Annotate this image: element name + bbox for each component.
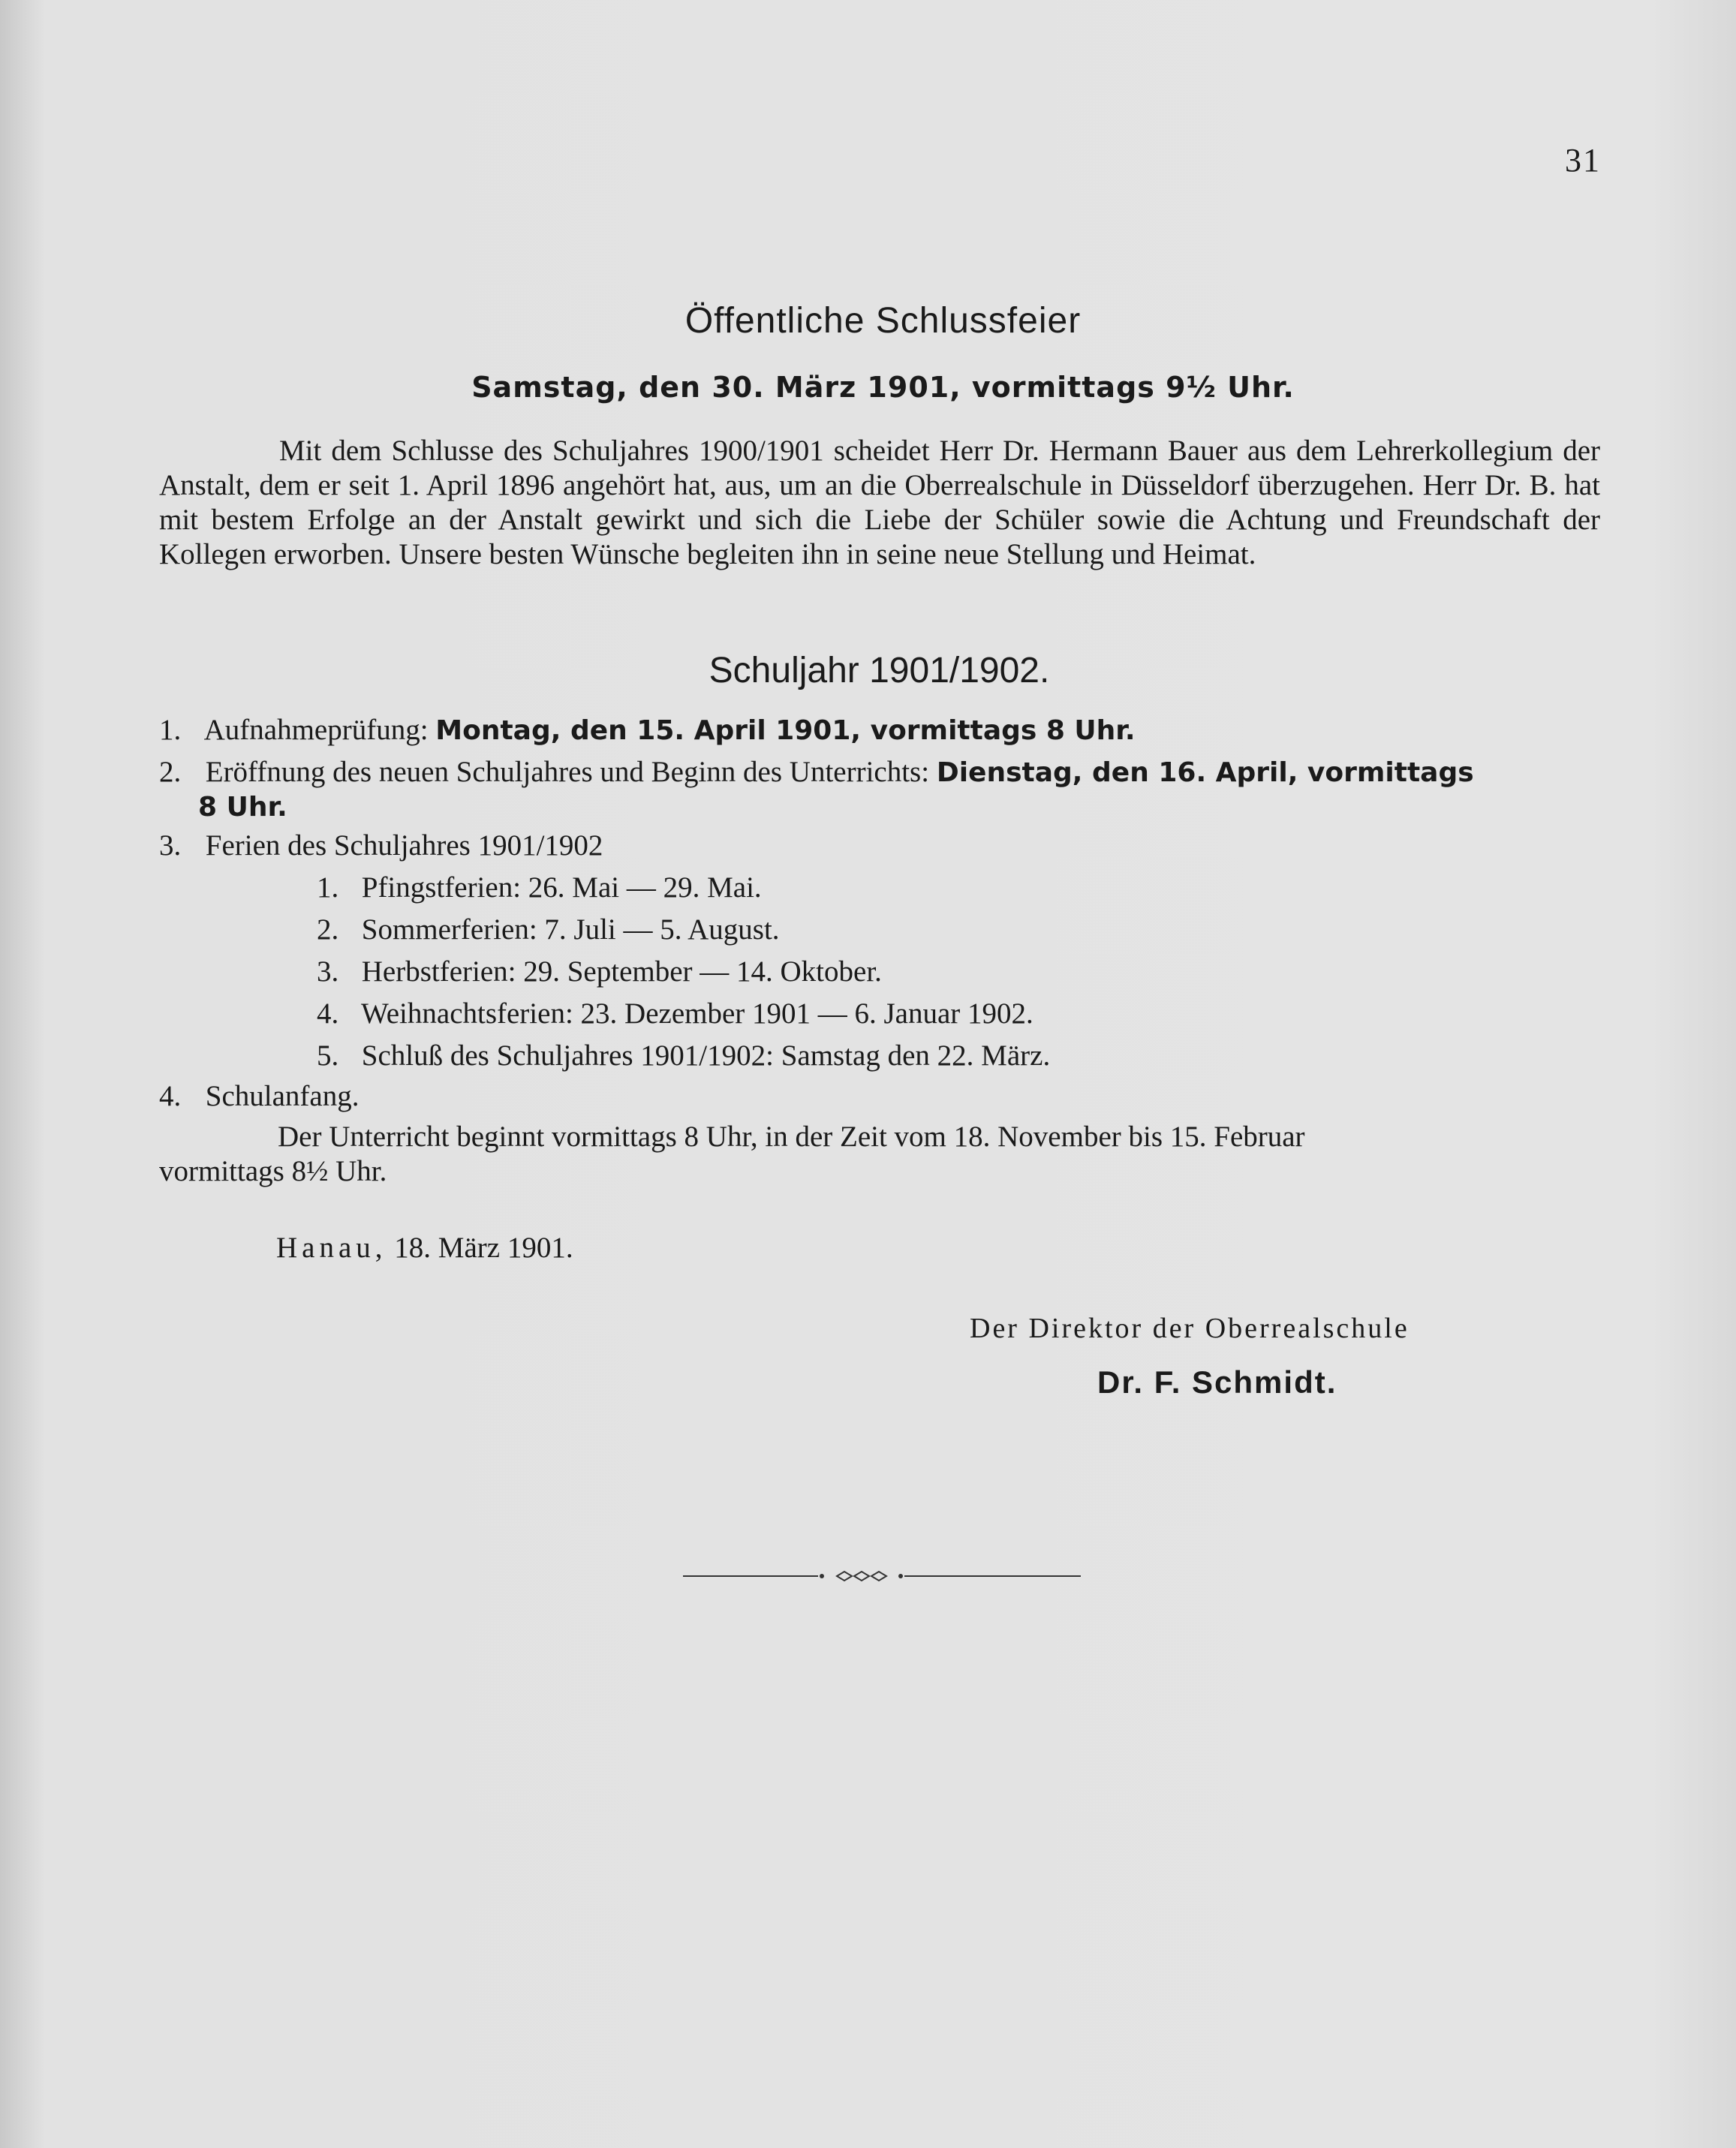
- page-title: Öffentliche Schlussfeier: [684, 301, 1082, 341]
- holiday-number: 3.: [317, 955, 339, 988]
- place-and-date: [276, 1231, 573, 1265]
- list-item-date-line2: 8 Uhr.: [198, 792, 287, 823]
- holiday-text: Herbstferien: 29. September — 14. Oktober.: [361, 955, 882, 988]
- list-item-date: Dienstag, den 16. April, vormittags: [936, 757, 1474, 788]
- holiday-text: Weihnachtsferien: 23. Dezember 1901 — 6. Januar 1902.: [361, 997, 1033, 1030]
- holiday-text: Pfingstferien: 26. Mai — 29. Mai.: [361, 871, 762, 904]
- list-item-holidays: [159, 829, 603, 862]
- list-item-date: Montag, den 15. April 1901, vormittags 8 Uhr.: [435, 715, 1136, 746]
- list-item-school-start: [159, 1079, 359, 1113]
- farewell-paragraph: Mit dem Schlusse des Schuljahres 1900/1901 scheidet Herr Dr. Hermann Bauer aus dem Lehrerkollegium der Anstalt, dem er seit 1. April 1896 angehört hat, aus, um an die Oberrealschule in Düsseldorf überzugehen. Herr Dr. B. hat mit bestem Erfolge an der Anstalt gewirkt und sich die Liebe der Schüler sowie die Achtung und Freundschaft der Kollegen erworben. Unsere besten Wünsche begleiten ihn in seine neue Stellung und Heimat.: [159, 435, 1600, 570]
- holiday-number: 1.: [317, 871, 339, 904]
- document-date: 18. März 1901.: [394, 1232, 573, 1264]
- list-item-number: 2.: [159, 756, 182, 788]
- holiday-text: Sommerferien: 7. Juli — 5. August.: [361, 913, 780, 946]
- list-item-label: Schulanfang.: [205, 1080, 360, 1112]
- signature-role: Der Direktor der Oberrealschule: [970, 1313, 1410, 1344]
- holiday-item: [317, 871, 762, 904]
- list-item-label: Ferien des Schuljahres 1901/1902: [205, 829, 603, 862]
- list-item-number: 3.: [159, 829, 182, 862]
- signature-name: Dr. F. Schmidt.: [1097, 1364, 1337, 1400]
- holiday-item: [317, 997, 1033, 1030]
- school-start-text-line1: Der Unterricht beginnt vormittags 8 Uhr, in der Zeit vom 18. November bis 15. Februar: [278, 1121, 1305, 1153]
- list-item-number: 4.: [159, 1080, 182, 1112]
- place-name: Hanau,: [276, 1232, 387, 1264]
- holiday-item: [317, 955, 882, 988]
- list-item-label: Aufnahmeprüfung:: [203, 714, 429, 746]
- list-item-number: 1.: [159, 714, 182, 746]
- page-number: 31: [1565, 142, 1601, 179]
- holiday-item: [317, 913, 780, 946]
- holiday-number: 4.: [317, 997, 339, 1030]
- holiday-item: [317, 1039, 1050, 1072]
- decorative-divider-icon: [683, 1561, 1081, 1591]
- holiday-number: 5.: [317, 1039, 339, 1072]
- list-item-date-continuation: [198, 790, 287, 823]
- school-start-text-line2: vormittags 8½ Uhr.: [159, 1155, 387, 1187]
- event-date-subtitle: Samstag, den 30. März 1901, vormittags 9½ Uhr.: [471, 371, 1295, 404]
- list-item-entrance-exam: [159, 713, 1136, 747]
- list-item-school-opening: [159, 755, 1474, 789]
- list-item-label: Eröffnung des neuen Schuljahres und Beginn des Unterrichts:: [205, 756, 930, 788]
- holiday-number: 2.: [317, 913, 339, 946]
- holiday-text: Schluß des Schuljahres 1901/1902: Samstag den 22. März.: [361, 1039, 1051, 1072]
- school-year-heading: Schuljahr 1901/1902.: [709, 651, 1050, 690]
